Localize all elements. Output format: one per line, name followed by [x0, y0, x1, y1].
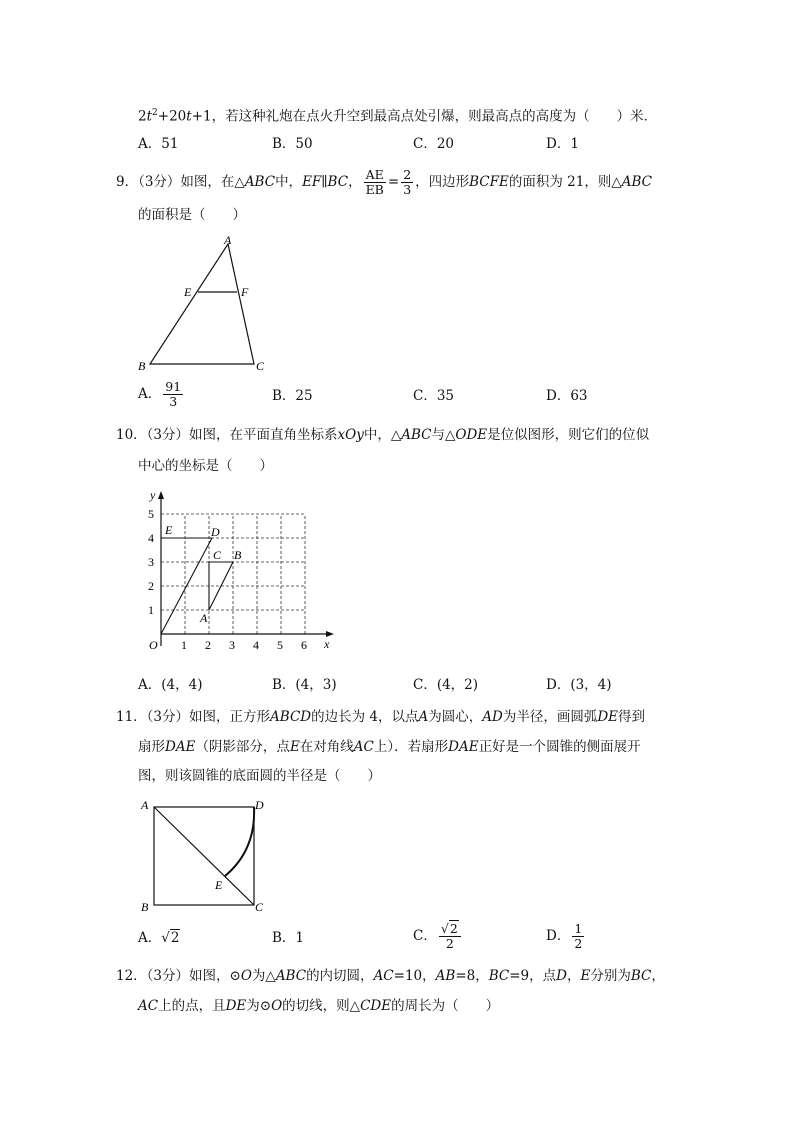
q9-ratio-value: $\frac{2}{3}$: [403, 167, 412, 197]
q10-option-b: B．(4，3): [272, 677, 337, 693]
q11-label-a: A: [141, 798, 149, 812]
q8-continuation-line: $2t^2+20t+1$，若这种礼炮在点火升空到最高点处引爆，则最高点的高度为（ ）米．: [138, 108, 658, 125]
q10-point-b: B: [234, 548, 242, 562]
q9-option-b: B．25: [272, 388, 313, 404]
q11-square-figure: [136, 795, 276, 917]
q11-label-d: D: [255, 798, 264, 812]
q10-point-c: C: [213, 548, 222, 562]
q9-ratio-fraction: $\frac{AE}{EB}$: [365, 167, 384, 197]
q10-point-d: D: [211, 525, 220, 539]
q10-x-tick-4: 4: [253, 638, 259, 652]
q11-option-d: D． $\frac{1}{2}$: [546, 921, 583, 951]
q9-label-c: C: [256, 359, 265, 373]
q10-x-tick-6: 6: [301, 638, 307, 652]
q10-y-tick-3: 3: [148, 555, 154, 569]
q12-stem-line1: 12．（3分）如图，⊙O为△ABC的内切圆，AC=10，AB=8，BC=9，点D，E分别为BC，: [116, 968, 665, 984]
q9-option-a: A． $\frac{91}{3}$: [138, 379, 182, 409]
q11-label-e: E: [215, 878, 223, 892]
q10-x-tick-2: 2: [205, 638, 211, 652]
q11-label-b: B: [141, 900, 149, 914]
q10-x-tick-3: 3: [229, 638, 235, 652]
q10-stem-line1: 10．（3分）如图，在平面直角坐标系xOy中，△ABC与△ODE是位似图形，则它们的位似: [116, 427, 650, 443]
q11-stem-line3: 图，则该圆锥的底面圆的半径是（ ）: [138, 768, 381, 784]
q10-point-a: A: [200, 611, 208, 625]
q11-stem-line2: 扇形DAE（阴影部分，点E在对角线AC上）．若扇形DAE正好是一个圆锥的侧面展开: [138, 739, 641, 755]
q10-option-d: D．(3，4): [546, 677, 612, 693]
q8-option-d: D．1: [546, 136, 579, 152]
q9-label-f: F: [241, 285, 249, 299]
q10-origin-label: O: [149, 638, 158, 652]
q10-y-axis-label: y: [150, 488, 156, 502]
q10-option-c: C．(4，2): [413, 677, 479, 693]
q8-option-b: B．50: [272, 136, 313, 152]
q9-stem-line2: 的面积是（ ）: [138, 207, 246, 223]
q12-stem-line2: AC上的点，且DE为⊙O的切线，则△CDE的周长为（ ）: [138, 998, 500, 1014]
q10-stem-line2: 中心的坐标是（ ）: [138, 458, 273, 474]
q8-option-a: A．51: [138, 136, 179, 152]
q10-x-tick-5: 5: [277, 638, 283, 652]
q10-y-tick-1: 1: [148, 603, 154, 617]
q10-y-tick-4: 4: [148, 531, 154, 545]
q9-option-c: C．35: [413, 388, 455, 404]
q10-option-a: A．(4，4): [138, 677, 203, 693]
q11-label-c: C: [255, 900, 264, 914]
q8-option-c: C．20: [413, 136, 455, 152]
q9-option-d: D．63: [546, 388, 588, 404]
q9-triangle-figure: [130, 230, 280, 375]
q11-option-c: C． $\frac{√2}{2}$: [413, 922, 463, 951]
q9-label-b: B: [138, 359, 146, 373]
q11-option-a: A．√2: [138, 930, 180, 946]
q11-stem-line1: 11．（3分）如图，正方形ABCD的边长为 4，以点A为圆心，AD为半径，画圆弧DE得到: [116, 709, 646, 725]
q9-label-a: A: [224, 233, 232, 247]
q10-x-tick-1: 1: [181, 638, 187, 652]
q11-option-b: B．1: [272, 930, 305, 946]
q9-stem-line1: 9．（3分）如图，在△ABC中，EF∥BC， $\frac{AE}{EB}$ = $\frac{2}{3}$ ，四边形BCFE的面积为 21，则△ABC: [116, 167, 652, 197]
q9-label-e: E: [184, 285, 192, 299]
q10-y-tick-5: 5: [148, 507, 154, 521]
q10-coordinate-grid: [138, 486, 343, 656]
q10-y-tick-2: 2: [148, 579, 154, 593]
q10-point-e: E: [165, 523, 173, 537]
q10-x-axis-label: x: [324, 637, 330, 651]
